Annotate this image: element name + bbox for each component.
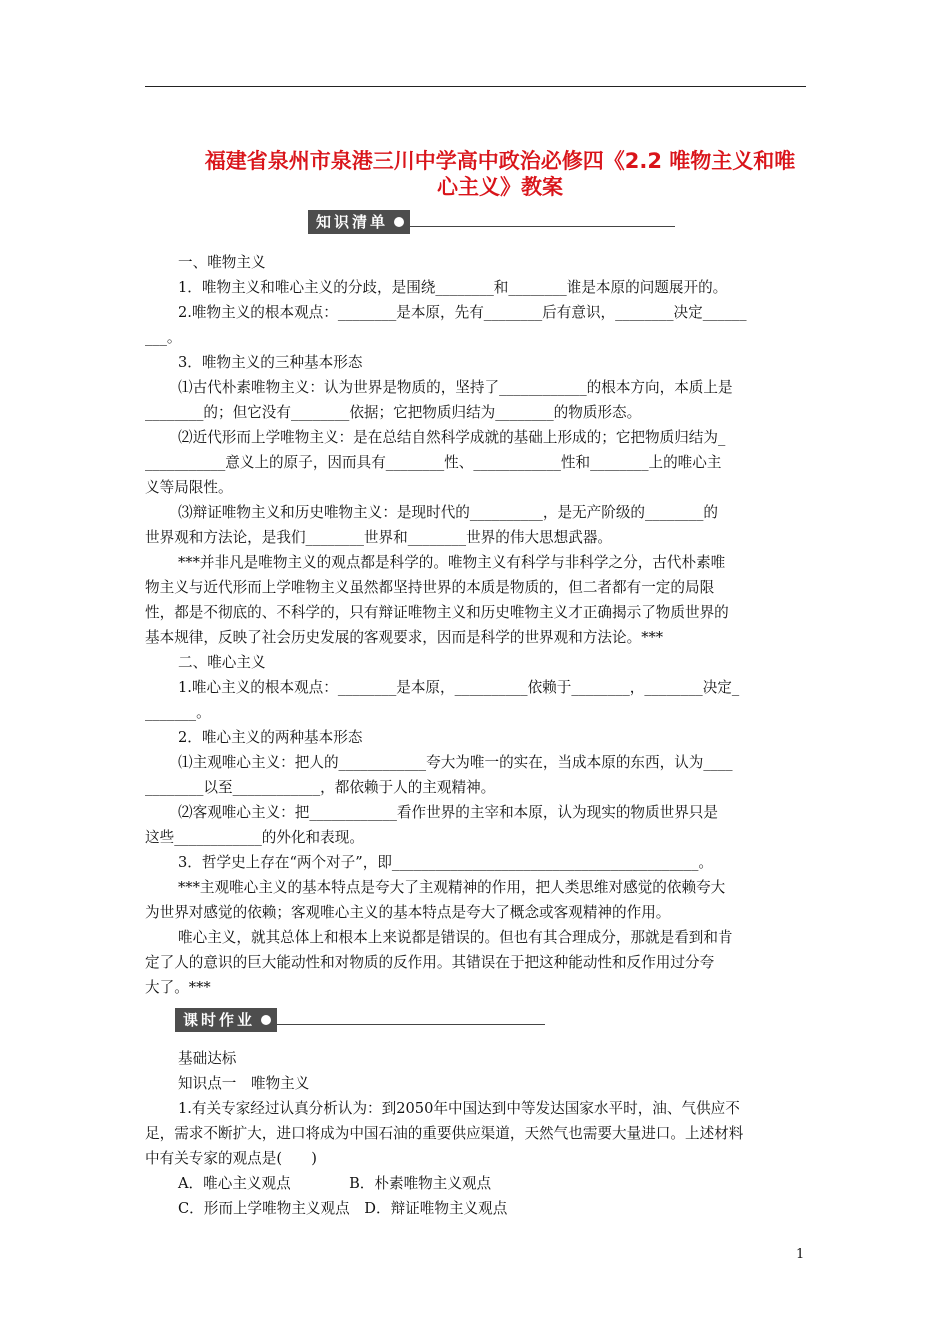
text-line: 基本规律，反映了社会历史发展的客观要求，因而是科学的世界观和方法论。***: [145, 629, 664, 646]
text-line: 1.唯心主义的根本观点：________是本原，__________依赖于________，________决定_: [178, 679, 740, 696]
text-line: 唯心主义，就其总体上和根本上来说都是错误的。但也有其合理成分，那就是看到和肯: [178, 929, 733, 946]
section-header-knowledge: [308, 210, 675, 234]
section-label-knowledge: 知识清单: [316, 213, 389, 231]
text-line: _______。: [145, 704, 211, 721]
document-title: [150, 148, 850, 200]
text-line: 2．唯心主义的两种基本形态: [178, 729, 363, 746]
text-line: ***并非凡是唯物主义的观点都是科学的。唯物主义有科学与非科学之分，古代朴素唯: [178, 554, 726, 571]
text-line: 世界观和方法论，是我们________世界和________世界的伟大思想武器。: [145, 529, 613, 546]
section-rule: [410, 226, 675, 227]
text-line: 2.唯物主义的根本观点：________是本原，先有________后有意识，________决定______: [178, 304, 747, 321]
text-line: ⑴古代朴素唯物主义：认为世界是物质的，坚持了____________的根本方向，本质上是: [178, 379, 733, 396]
text-line: 这些____________的外化和表现。: [145, 829, 364, 846]
text-line: 1.有关专家经过认真分析认为：到2050年中国达到中等发达国家水平时，油、气供应不: [178, 1100, 740, 1117]
text-line: 为世界对感觉的依赖；客观唯心主义的基本特点是夸大了概念或客观精神的作用。: [145, 904, 671, 921]
header-rule: [145, 86, 806, 87]
text-line: 物主义与近代形而上学唯物主义虽然都坚持世界的本质是物质的，但二者都有一定的局限: [145, 579, 715, 596]
text-line: ___________意义上的原子，因而具有________性、____________性和________上的唯心主: [145, 454, 722, 471]
bullet-dot-icon: [394, 217, 404, 227]
title-line-2: 心主义》教案: [437, 175, 563, 199]
text-line: ⑶辩证唯物主义和历史唯物主义：是现时代的__________，是无产阶级的________的: [178, 504, 718, 521]
text-line: 定了人的意识的巨大能动性和对物质的反作用。其错误在于把这种能动性和反作用过分夸: [145, 954, 715, 971]
text-line: C．形而上学唯物主义观点 D．辩证唯物主义观点: [178, 1200, 508, 1217]
section-label-homework: 课时作业: [183, 1011, 256, 1029]
text-line: 二、唯心主义: [178, 654, 266, 671]
text-line: ________的；但它没有________依据；它把物质归结为________的物质形态。: [145, 404, 642, 421]
title-line-1: 福建省泉州市泉港三川中学高中政治必修四《2.2 唯物主义和唯: [204, 149, 796, 173]
text-line: 基础达标: [178, 1050, 237, 1067]
text-line: ⑵客观唯心主义：把____________看作世界的主宰和本原，认为现实的物质世界只是: [178, 804, 718, 821]
page-number: 1: [796, 1247, 805, 1262]
text-line: 足，需求不断扩大，进口将成为中国石油的重要供应渠道，天然气也需要大量进口。上述材料: [145, 1125, 744, 1142]
text-line: 性，都是不彻底的、不科学的，只有辩证唯物主义和历史唯物主义才正确揭示了物质世界的: [145, 604, 729, 621]
text-line: ⑵近代形而上学唯物主义：是在总结自然科学成就的基础上形成的；它把物质归结为_: [178, 429, 726, 446]
text-line: 3．哲学史上存在“两个对子”，即__________________________________________。: [178, 854, 713, 871]
text-line: 1．唯物主义和唯心主义的分歧，是围绕________和________谁是本原的问题展开的。: [178, 279, 728, 296]
text-line: 大了。***: [145, 979, 211, 996]
text-line: ___。: [145, 329, 182, 346]
text-line: 知识点一 唯物主义: [178, 1075, 310, 1092]
section-rule: [277, 1024, 545, 1025]
text-line: 3．唯物主义的三种基本形态: [178, 354, 363, 371]
text-line: ________以至____________，都依赖于人的主观精神。: [145, 779, 496, 796]
text-line: 中有关专家的观点是( ): [145, 1150, 317, 1167]
text-line: A．唯心主义观点 B．朴素唯物主义观点: [178, 1175, 492, 1192]
bullet-dot-icon: [261, 1015, 271, 1025]
text-line: ***主观唯心主义的基本特点是夸大了主观精神的作用，把人类思维对感觉的依赖夸大: [178, 879, 726, 896]
text-line: ⑴主观唯心主义：把人的____________夸大为唯一的实在，当成本原的东西，认为____: [178, 754, 733, 771]
text-line: 义等局限性。: [145, 479, 233, 496]
text-line: 一、唯物主义: [178, 254, 266, 271]
knowledge-list-body: [145, 250, 808, 1000]
homework-body: [145, 1046, 808, 1221]
section-header-homework: [175, 1008, 545, 1032]
